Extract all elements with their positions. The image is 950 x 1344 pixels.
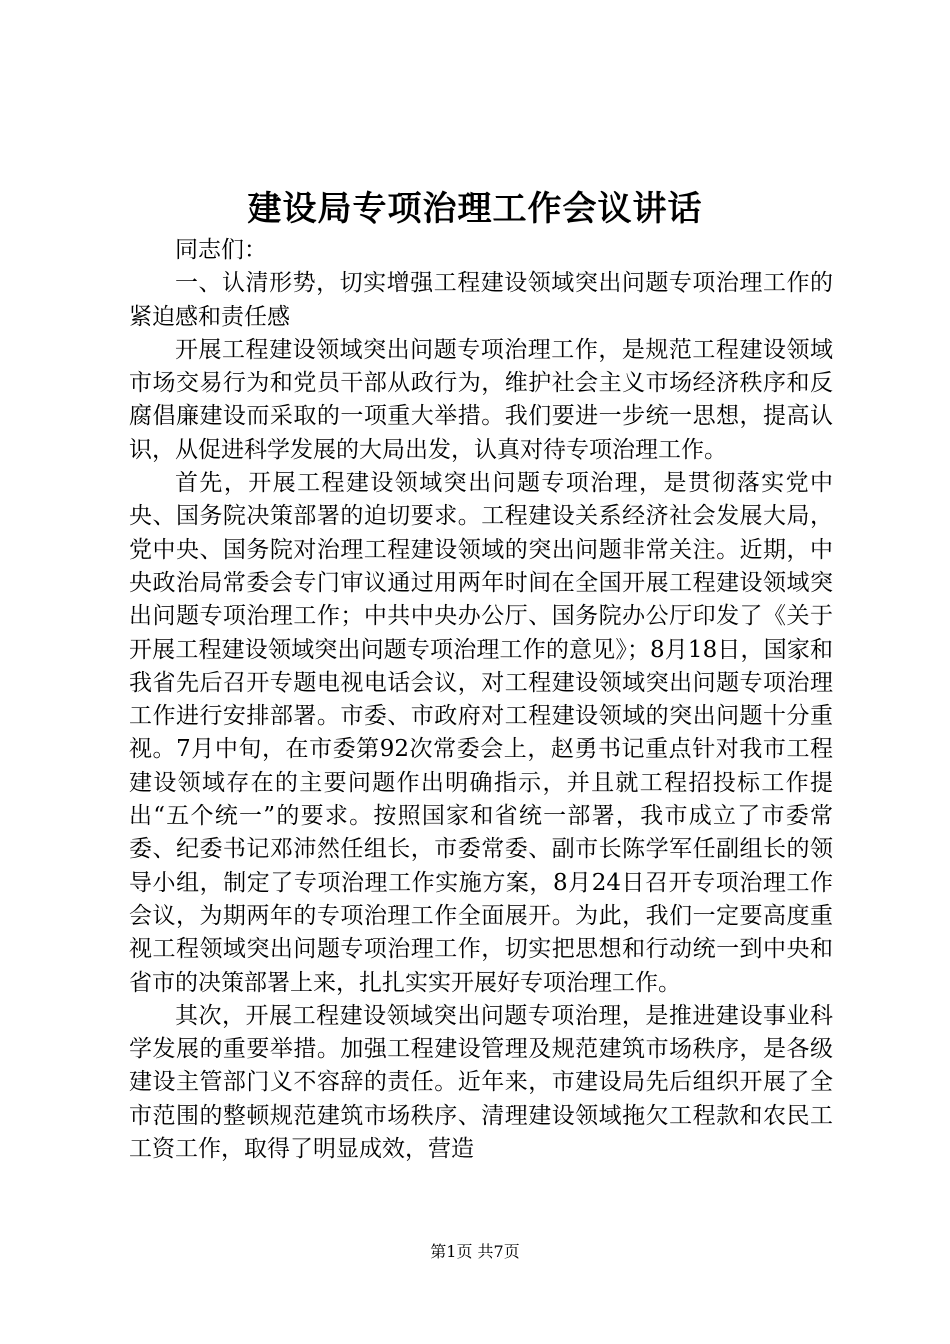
paragraph-salutation: 同志们：	[175, 237, 267, 263]
document-body	[129, 234, 833, 1166]
paragraph: 首先，开展工程建设领域突出问题专项治理，是贯彻落实党中央、国务院决策部署的迫切要求。工程建设关系经济社会发展大局，党中央、国务院对治理工程建设领域的突出问题非常关注。近期，中央政治局常委会专门审议通过用两年时间在全国开展工程建设领域突出问题专项治理工作；中共中央办公厅、国务院办公厅印发了《关于开展工程建设领域突出问题专项治理工作的意见》；8月18日，国家和我省先后召开专题电视电话会议，对工程建设领域突出问题专项治理工作进行安排部署。市委、市政府对工程建设领域的突出问题十分重视。7月中旬，在市委第92次常委会上，赵勇书记重点针对我市工程建设领域存在的主要问题作出明确指示，并且就工程招投标工作提出“五个统一”的要求。按照国家和省统一部署，我市成立了市委常委、纪委书记邓沛然任组长，市委常委、副市长陈学军任副组长的领导小组，制定了专项治理工作实施方案，8月24日召开专项治理工作会议，为期两年的专项治理工作全面展开。为此，我们一定要高度重视工程领域突出问题专项治理工作，切实把思想和行动统一到中央和省市的决策部署上来，扎扎实实开展好专项治理工作。	[129, 470, 833, 996]
paragraph-section-heading: 一、认清形势，切实增强工程建设领域突出问题专项治理工作的紧迫感和责任感	[129, 270, 833, 330]
document-title: 建设局专项治理工作会议讲话	[247, 189, 703, 229]
paragraph: 其次，开展工程建设领域突出问题专项治理，是推进建设事业科学发展的重要举措。加强工程建设管理及规范建筑市场秩序，是各级建设主管部门义不容辞的责任。近年来，市建设局先后组织开展了全市范围的整顿规范建筑市场秩序、清理建设领域拖欠工程款和农民工工资工作，取得了明显成效，营造	[129, 1002, 833, 1163]
page-footer: 第1页 共7页	[430, 1242, 520, 1261]
paragraph: 开展工程建设领域突出问题专项治理工作，是规范工程建设领域市场交易行为和党员干部从政行为，维护社会主义市场经济秩序和反腐倡廉建设而采取的一项重大举措。我们要进一步统一思想，提高认识，从促进科学发展的大局出发，认真对待专项治理工作。	[129, 336, 833, 463]
